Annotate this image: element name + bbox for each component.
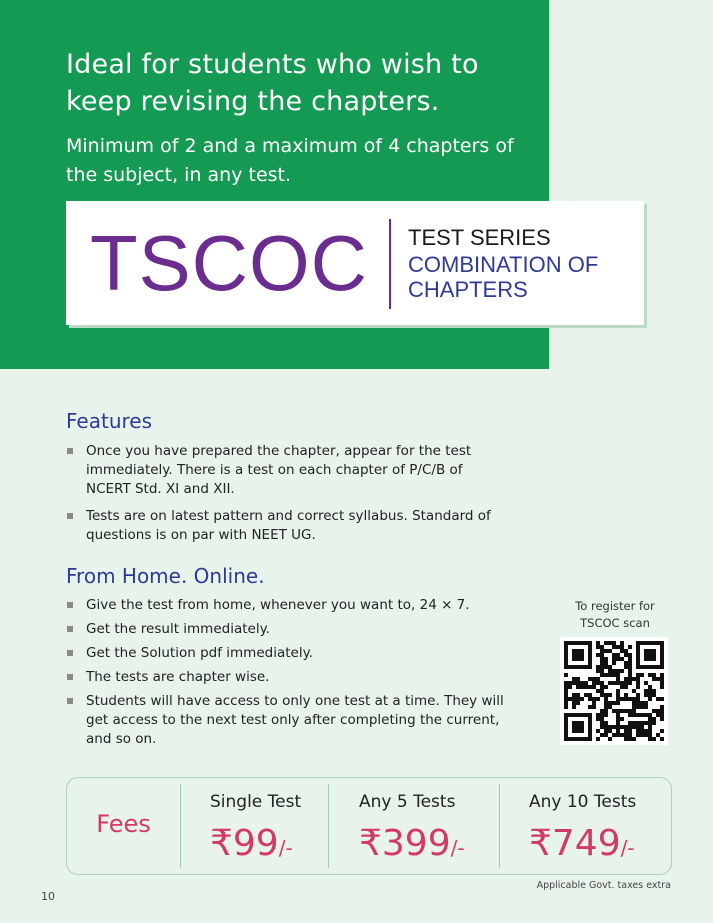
list-item-text: Get the result immediately.: [86, 621, 270, 637]
online-heading: From Home. Online.: [66, 564, 265, 588]
list-item-text: Once you have prepared the chapter, appear for the test immediately. There is a test on each chapter of P/C/B of NCERT Std. XI and XII.: [86, 443, 472, 497]
hero-subtitle: Minimum of 2 and a maximum of 4 chapters of the subject, in any test.: [66, 135, 514, 186]
list-item: [66, 596, 506, 615]
fee-plan-five: [359, 790, 465, 868]
logo-wordmark: TSCOC: [90, 219, 368, 307]
bullet-icon: [67, 448, 73, 454]
list-item-text: Get the Solution pdf immediately.: [86, 645, 313, 661]
tscoc-logo-card: [66, 201, 644, 325]
bullet-icon: [67, 626, 73, 632]
fees-panel: [66, 777, 672, 875]
fees-label: Fees: [96, 810, 151, 838]
bullet-icon: [67, 650, 73, 656]
fee-amount: ₹399: [359, 823, 451, 864]
logo-combination-text: COMBINATION OF CHAPTERS: [408, 252, 599, 302]
features-heading: Features: [66, 409, 152, 433]
logo-series-text: TEST SERIES: [408, 225, 551, 250]
bullet-icon: [67, 698, 73, 704]
fee-plan-price: [529, 824, 636, 868]
fee-plan-price: [359, 824, 465, 868]
fee-amount: ₹99: [210, 823, 279, 864]
bullet-icon: [67, 674, 73, 680]
list-item-text: Students will have access to only one test at a time. They will get access to the next test only after completing the current, and so on.: [86, 693, 504, 747]
qr-code-icon[interactable]: [560, 637, 668, 745]
register-caption: To register for TSCOC scan: [575, 599, 655, 630]
fee-suffix: /-: [620, 836, 635, 860]
list-item: [66, 692, 506, 749]
page-number: 10: [41, 890, 55, 903]
fee-plan-single: [210, 790, 301, 868]
fee-suffix: /-: [278, 836, 293, 860]
list-item-text: The tests are chapter wise.: [86, 669, 270, 685]
bullet-icon: [67, 513, 73, 519]
fee-plan-name: Single Test: [210, 792, 302, 812]
list-item-text: Tests are on latest pattern and correct syllabus. Standard of questions is on par with NEET UG.: [86, 508, 491, 543]
list-item-text: Give the test from home, whenever you want to, 24 × 7.: [86, 597, 470, 613]
hero-title: Ideal for students who wish to keep revising the chapters.: [66, 49, 479, 117]
fees-divider: [328, 784, 329, 868]
list-item: [66, 507, 496, 545]
fees-divider: [180, 784, 181, 868]
fee-amount: ₹749: [529, 823, 621, 864]
fee-plan-name: Any 5 Tests: [359, 792, 456, 812]
list-item: [66, 620, 506, 639]
online-list: [66, 596, 506, 749]
fee-plan-name: Any 10 Tests: [529, 792, 637, 812]
features-list: [66, 442, 496, 545]
fee-suffix: /-: [450, 836, 465, 860]
qr-code-graphic: [560, 637, 668, 745]
list-item: [66, 644, 506, 663]
bullet-icon: [67, 602, 73, 608]
fee-plan-price: [210, 824, 301, 868]
fee-plan-ten: [529, 790, 636, 868]
logo-divider: [389, 219, 391, 309]
fees-divider: [499, 784, 500, 868]
list-item: [66, 668, 506, 687]
list-item: [66, 442, 496, 499]
taxes-note: Applicable Govt. taxes extra: [536, 880, 671, 891]
